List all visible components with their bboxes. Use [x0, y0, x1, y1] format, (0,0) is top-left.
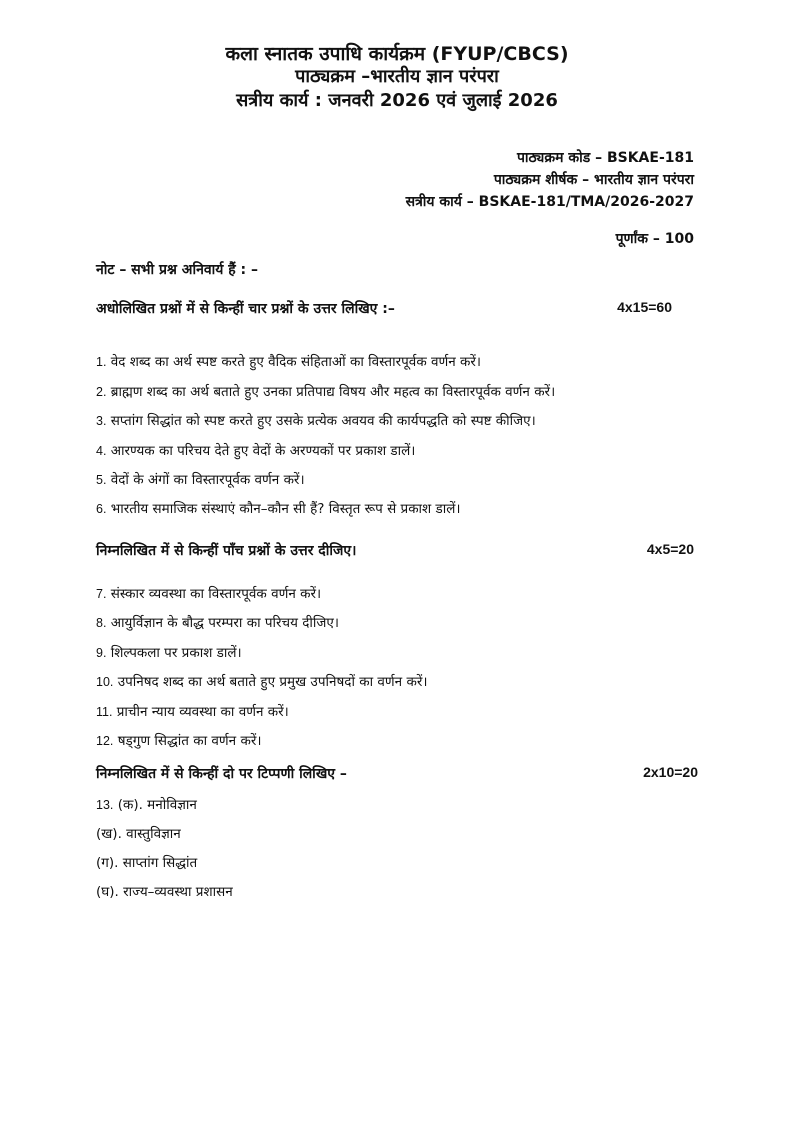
question-text: भारतीय समाजिक संस्थाएं कौन–कौन सी हैं? विस्तृत रूप से प्रकाश डालें।	[110, 501, 461, 517]
question-number: 8.	[96, 616, 107, 630]
question-item	[96, 672, 427, 690]
question-item	[96, 584, 321, 602]
question-item	[96, 411, 536, 429]
question-number: 4.	[96, 444, 107, 458]
question-text: (क). मनोविज्ञान	[117, 797, 197, 813]
section-heading	[96, 764, 698, 783]
question-number: 9.	[96, 646, 107, 660]
question-item	[96, 352, 481, 370]
section-marks: 4x15=60	[617, 299, 672, 315]
question-item	[96, 441, 415, 459]
question-item	[96, 853, 197, 871]
question-item	[96, 382, 555, 400]
question-number: 12.	[96, 734, 114, 748]
program-title: कला स्नातक उपाधि कार्यक्रम (FYUP/CBCS)	[225, 43, 569, 65]
question-item	[96, 824, 181, 842]
question-text: (ख). वास्तुविज्ञान	[96, 826, 181, 842]
course-code: पाठ्यक्रम कोड – BSKAE-181	[516, 150, 694, 166]
total-marks: पूर्णांक – 100	[615, 231, 694, 247]
question-number: 1.	[96, 355, 107, 369]
course-subtitle: पाठ्यक्रम –भारतीय ज्ञान परंपरा	[295, 66, 499, 87]
question-text: आरण्यक का परिचय देते हुए वेदों के अरण्यकों पर प्रकाश डालें।	[110, 443, 416, 459]
question-text: प्राचीन न्याय व्यवस्था का वर्णन करें।	[116, 704, 289, 720]
question-text: (घ). राज्य–व्यवस्था प्रशासन	[96, 884, 233, 900]
question-number: 6.	[96, 502, 107, 516]
question-text: शिल्पकला पर प्रकाश डालें।	[110, 645, 242, 661]
question-item	[96, 731, 261, 749]
note: नोट – सभी प्रश्न अनिवार्य हैं : –	[96, 262, 259, 278]
assignment-code: सत्रीय कार्य – BSKAE-181/TMA/2026-2027	[405, 194, 694, 210]
section-marks: 4x5=20	[646, 541, 694, 557]
question-number: 3.	[96, 414, 107, 428]
question-number: 13.	[96, 798, 114, 812]
question-number: 10.	[96, 675, 114, 689]
section-instruction: निम्नलिखित में से किन्हीं पाँच प्रश्नों के उत्तर दीजिए।	[96, 543, 357, 559]
assignment-session: सत्रीय कार्य : जनवरी 2026 एवं जुलाई 2026	[236, 90, 558, 111]
section-heading	[96, 541, 694, 560]
question-number: 2.	[96, 385, 107, 399]
section-instruction: अधोलिखित प्रश्नों में से किन्हीं चार प्रश्नों के उत्तर लिखिए :–	[96, 301, 395, 317]
question-text: षड्गुण सिद्धांत का वर्णन करें।	[117, 733, 262, 749]
question-item	[96, 702, 289, 720]
question-number: 5.	[96, 473, 107, 487]
question-number: 11.	[96, 705, 113, 719]
question-text: आयुर्विज्ञान के बौद्ध परम्परा का परिचय दीजिए।	[110, 615, 340, 631]
section-heading	[96, 299, 672, 318]
question-text: वेद शब्द का अर्थ स्पष्ट करते हुए वैदिक संहिताओं का विस्तारपूर्वक वर्णन करें।	[110, 354, 482, 370]
question-item	[96, 882, 233, 900]
question-text: ब्राह्मण शब्द का अर्थ बताते हुए उनका प्रतिपाद्य विषय और महत्व का विस्तारपूर्वक वर्णन करें।	[110, 384, 556, 400]
question-text: वेदों के अंगों का विस्तारपूर्वक वर्णन करें।	[110, 472, 305, 488]
question-item	[96, 499, 461, 517]
question-text: संस्कार व्यवस्था का विस्तारपूर्वक वर्णन करें।	[110, 586, 322, 602]
question-item	[96, 613, 339, 631]
question-text: (ग). साप्तांग सिद्धांत	[96, 855, 198, 871]
question-item	[96, 470, 305, 488]
question-text: उपनिषद शब्द का अर्थ बताते हुए प्रमुख उपनिषदों का वर्णन करें।	[117, 674, 428, 690]
question-number: 7.	[96, 587, 107, 601]
question-item	[96, 643, 242, 661]
question-item	[96, 795, 197, 813]
section-instruction: निम्नलिखित में से किन्हीं दो पर टिप्पणी लिखिए –	[96, 766, 347, 782]
question-text: सप्तांग सिद्धांत को स्पष्ट करते हुए उसके प्रत्येक अवयव की कार्यपद्धति को स्पष्ट कीजिए।	[110, 413, 536, 429]
section-marks: 2x10=20	[643, 764, 698, 780]
course-title: पाठ्यक्रम शीर्षक – भारतीय ज्ञान परंपरा	[493, 172, 694, 188]
